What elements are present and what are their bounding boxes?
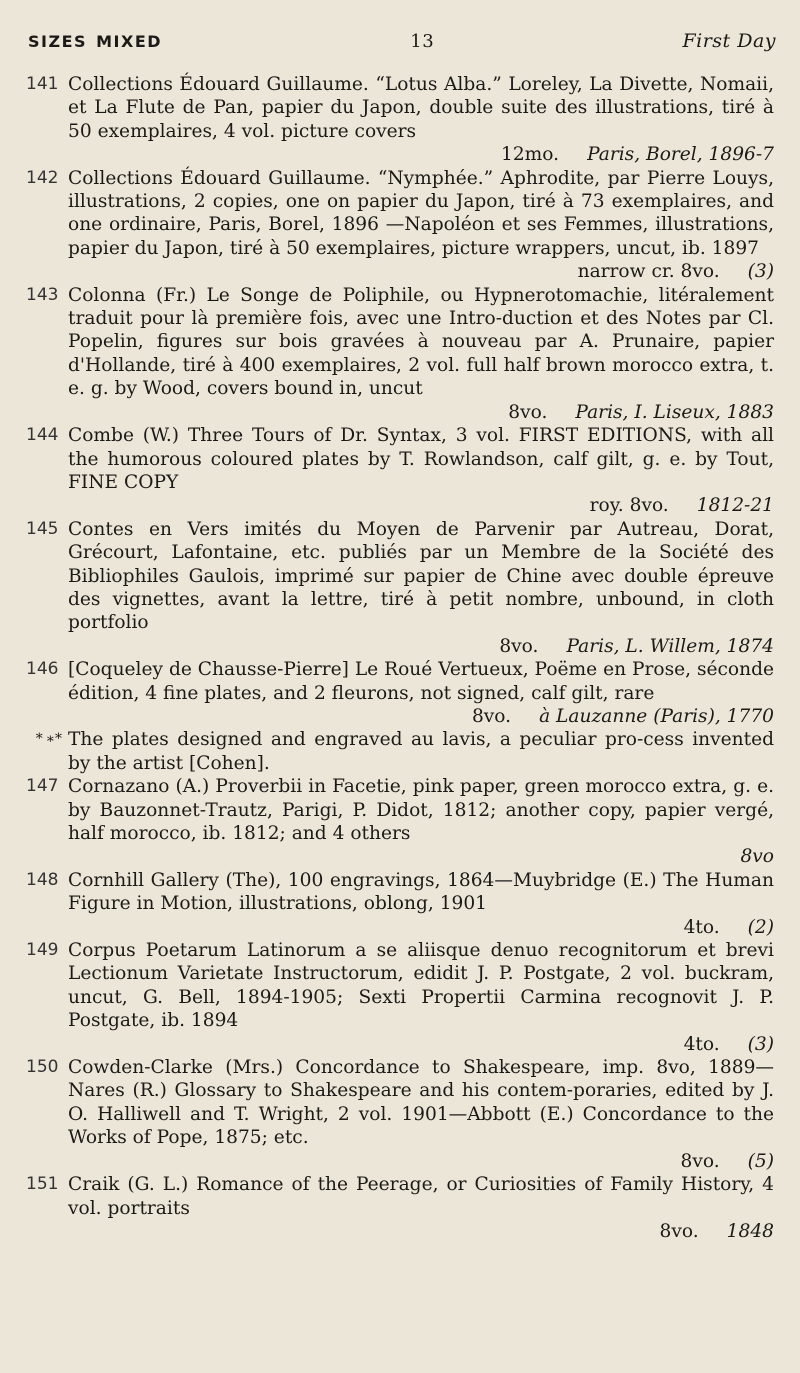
lot-entry (26, 869, 774, 939)
lot-entry (26, 939, 774, 1056)
lot-description (68, 518, 774, 658)
lot-imprint: Paris, I. Liseux, 1883 (575, 401, 774, 423)
lot-format: 8vo. (499, 635, 539, 657)
lot-format: 8vo. (680, 1150, 720, 1172)
lot-imprint: (5) (747, 1150, 774, 1172)
lot-imprint-line (68, 1150, 774, 1173)
lot-number: 150 (26, 1057, 59, 1078)
lot-entry (26, 658, 774, 728)
lot-text: Collections Édouard Guillaume. “Nymphée.” Aphrodite, par Pierre Louys, illustrations, 2 copies, one on papier du Japon, tiré à 73 exemplaires, and one ordinaire, Paris, Borel, 1896 —Napoléon et ses Femmes, illustrations, papier du Japon, tiré à 50 exemplaires, picture wrappers, uncut, ib. 1897 (68, 167, 774, 259)
lot-format: 8vo. (471, 705, 512, 727)
lot-format: 8vo. (508, 401, 548, 423)
lot-number: 145 (26, 518, 59, 539)
lot-entry (26, 424, 774, 518)
lot-format: roy. 8vo. (589, 495, 669, 517)
asterism-mark: * ∗* (35, 731, 62, 748)
lot-imprint: (3) (747, 1033, 774, 1055)
lot-text: Colonna (Fr.) Le Songe de Poliphile, ou Hypnerotomachie, litéralement traduit pour là première fois, avec une Intro-duction et des Notes par Cl. Popelin, figures sur bois gravées à nouveau par A. Prunaire, papier d'Hollande, tiré à 400 exemplaires, 2 vol. full half brown morocco extra, t. e. g. by Wood, covers bound in, uncut (68, 284, 774, 400)
lot-text: Combe (W.) Three Tours of Dr. Syntax, 3 vol. FIRST EDITIONS, with all the humorous coloured plates by T. Rowlandson, calf gilt, g. e. by Tout, FINE COPY (68, 425, 774, 493)
lot-imprint: 1812-21 (696, 495, 774, 517)
lot-description (68, 1173, 774, 1243)
lot-number: 147 (26, 776, 59, 797)
heading-sizes: SIZES (28, 32, 88, 51)
lot-number: 144 (26, 425, 59, 446)
lot-description (68, 658, 774, 728)
lot-description (68, 73, 774, 167)
lot-description (68, 869, 774, 939)
lot-number: 142 (26, 167, 59, 188)
lot-list (26, 73, 774, 1243)
lot-format: 12mo. (501, 144, 560, 166)
lot-number: 141 (26, 74, 59, 94)
lot-entry (26, 1056, 774, 1173)
sale-day: First Day (682, 30, 776, 52)
lot-imprint: 1848 (726, 1220, 774, 1242)
lot-text: Corpus Poetarum Latinorum a se aliisque denuo recognitorum et brevi Lectionum Varietate Instructorum, edidit J. P. Postgate, 2 vol. buckram, uncut, G. Bell, 1894-1905; Sexti Propertii Carmina recognovit J. P. Postgate, ib. 1894 (68, 940, 774, 1032)
lot-imprint-line (68, 1220, 774, 1243)
lot-number: 151 (26, 1174, 59, 1195)
lot-imprint-line (68, 916, 774, 939)
lot-imprint-line (68, 143, 774, 166)
lot-description (68, 424, 774, 518)
page-number: 13 (410, 31, 435, 52)
lot-entry (26, 518, 774, 658)
lot-imprint-line (68, 494, 774, 517)
lot-description (68, 284, 774, 424)
lot-description (68, 167, 774, 284)
lot-format: narrow cr. 8vo. (577, 261, 720, 283)
lot-text: Craik (G. L.) Romance of the Peerage, or Curiosities of Family History, 4 vol. portraits (68, 1174, 774, 1219)
lot-number: 143 (26, 284, 59, 305)
lot-text: Cornazano (A.) Proverbii in Facetie, pink paper, green morocco extra, g. e. by Bauzonnet-Trautz, Parigi, P. Didot, 1812; another copy, papier vergé, half morocco, ib. 1812; and 4 others (68, 776, 774, 844)
lot-text: Cowden-Clarke (Mrs.) Concordance to Shakespeare, imp. 8vo, 1889—Nares (R.) Glossary to Shakespeare and his contem-poraries, edited by J. O. Halliwell and T. Wright, 2 vol. 1901—Abbott (E.) Concordance to the Works of Pope, 1875; etc. (68, 1057, 774, 1149)
lot-imprint-line (68, 705, 774, 728)
lot-imprint: (2) (747, 916, 774, 938)
lot-description (68, 775, 774, 869)
lot-imprint: à Lauzanne (Paris), 1770 (539, 705, 774, 727)
lot-entry (26, 775, 774, 869)
lot-format: 8vo. (659, 1220, 699, 1242)
lot-imprint: 8vo (740, 846, 774, 868)
running-head (28, 30, 776, 52)
lot-text: Cornhill Gallery (The), 100 engravings, 1864—Muybridge (E.) The Human Figure in Motion, illustrations, oblong, 1901 (68, 869, 774, 915)
lot-format: 4to. (683, 916, 720, 938)
lot-imprint-line (68, 401, 774, 424)
lot-text: Collections Édouard Guillaume. “Lotus Alba.” Loreley, La Divette, Nomaii, et La Flute de Pan, papier du Japon, double suite des illustrations, tiré à 50 exemplaires, 4 vol. picture covers (68, 74, 774, 142)
lot-entry (26, 284, 774, 424)
lot-text: [Coqueley de Chausse-Pierre] Le Roué Vertueux, Poëme en Prose, séconde édition, 4 fine plates, and 2 fleurons, not signed, calf gilt, rare (68, 659, 774, 704)
lot-imprint-line (68, 635, 774, 658)
lot-note (26, 728, 774, 775)
lot-imprint: (3) (747, 261, 774, 283)
lot-text: Contes en Vers imités du Moyen de Parvenir par Autreau, Dorat, Grécourt, Lafontaine, etc. publiés par un Membre de la Société des Bibliophiles Gaulois, imprimé sur papier de Chine avec double épreuve des vignettes, avant la lettre, tiré à petit nombre, unbound, in cloth portfolio (68, 518, 774, 634)
lot-entry (26, 1173, 774, 1243)
lot-imprint-line (68, 845, 774, 868)
lot-imprint-line (68, 1033, 774, 1056)
lot-imprint: Paris, L. Willem, 1874 (566, 635, 774, 657)
lot-description (68, 939, 774, 1056)
section-heading (28, 32, 162, 51)
lot-number: 146 (26, 659, 59, 680)
lot-number: 148 (26, 869, 59, 890)
lot-format: 4to. (683, 1033, 720, 1055)
note-text: The plates designed and engraved au lavis, a peculiar pro-cess invented by the artist [Cohen]. (68, 729, 774, 774)
lot-imprint-line (68, 260, 774, 283)
heading-mixed: MIXED (96, 32, 163, 51)
lot-entry (26, 73, 774, 167)
lot-entry (26, 167, 774, 284)
lot-imprint: Paris, Borel, 1896-7 (587, 144, 774, 166)
lot-number: 149 (26, 940, 59, 961)
lot-description (68, 1056, 774, 1173)
